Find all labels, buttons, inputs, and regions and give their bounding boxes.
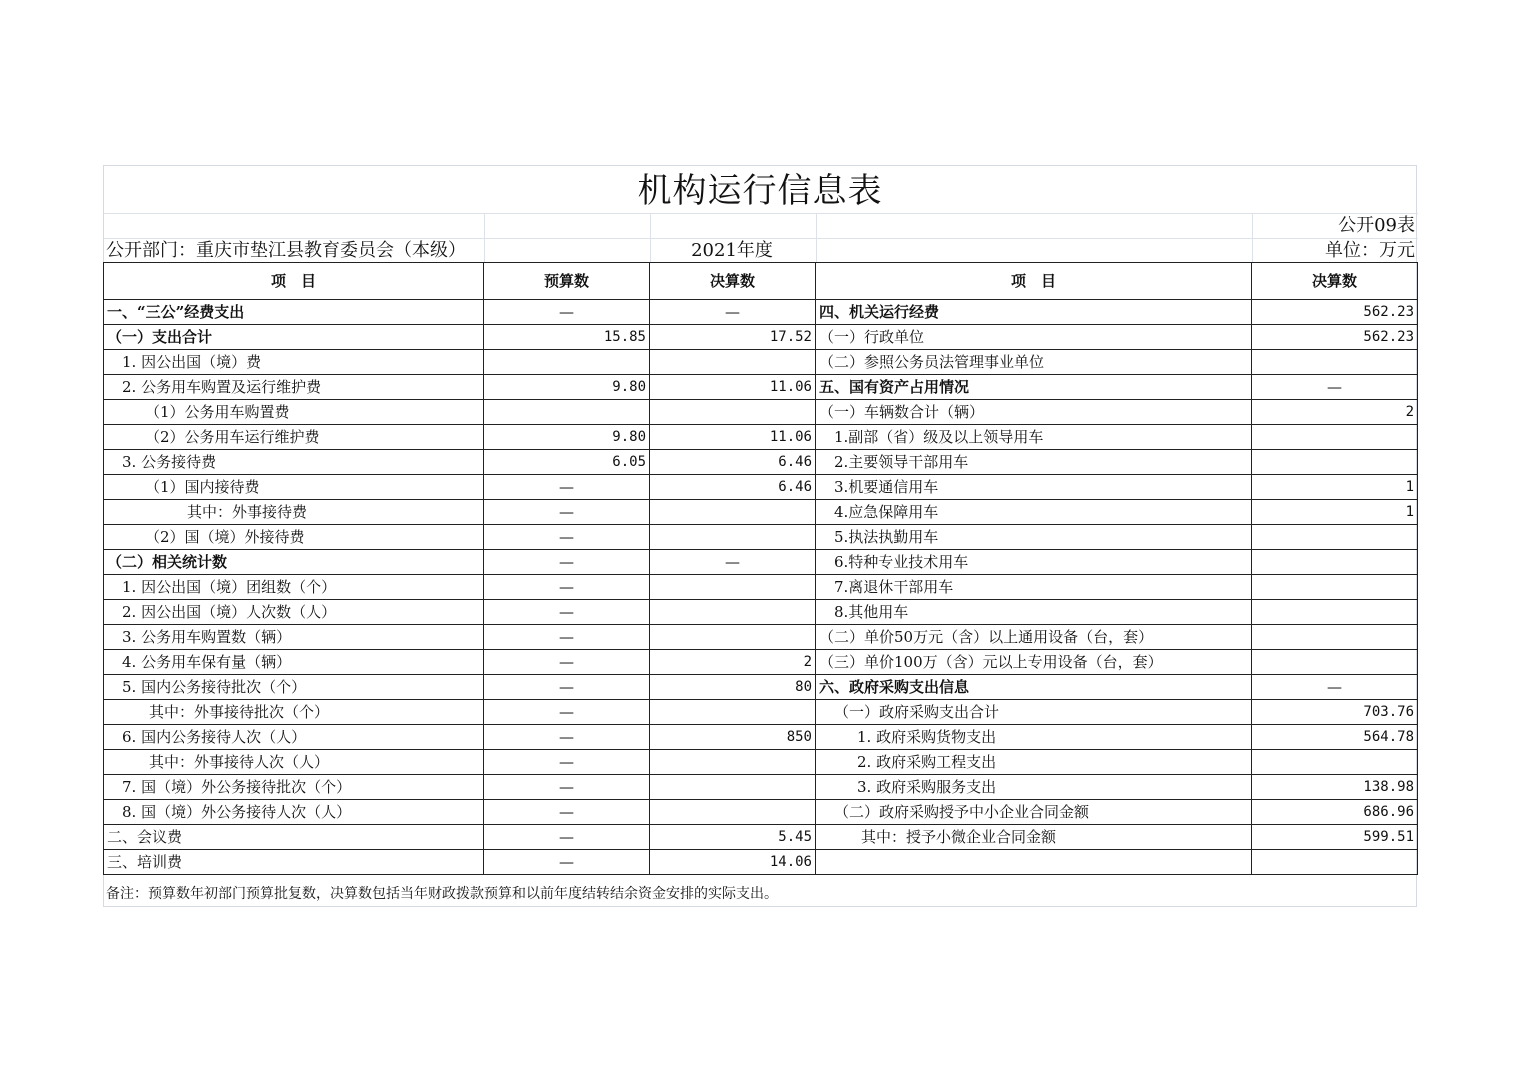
row-item-right bbox=[816, 850, 1252, 875]
row-budget bbox=[484, 350, 650, 375]
row-final bbox=[650, 575, 816, 600]
header-budget: 预算数 bbox=[484, 263, 650, 300]
row-final: — bbox=[650, 300, 816, 325]
row-budget: — bbox=[484, 525, 650, 550]
row-item-left: 其中：外事接待人次（人） bbox=[104, 750, 484, 775]
row-item-right: 3. 政府采购服务支出 bbox=[816, 775, 1252, 800]
row-final-right bbox=[1252, 550, 1418, 575]
row-final bbox=[650, 750, 816, 775]
row-budget: — bbox=[484, 300, 650, 325]
page-title: 机构运行信息表 bbox=[637, 171, 883, 211]
row-item-right: 六、政府采购支出信息 bbox=[816, 675, 1252, 700]
row-final bbox=[650, 625, 816, 650]
row-item-left: （二）相关统计数 bbox=[104, 550, 484, 575]
table-row bbox=[104, 350, 1418, 375]
header-item-left: 项 目 bbox=[104, 263, 484, 300]
row-item-right: 其中：授予小微企业合同金额 bbox=[816, 825, 1252, 850]
department-label: 公开部门：重庆市垫江县教育委员会（本级） bbox=[106, 240, 466, 261]
row-final-right bbox=[1252, 625, 1418, 650]
row-item-left: 6. 国内公务接待人次（人） bbox=[104, 725, 484, 750]
row-item-left: （2）国（境）外接待费 bbox=[104, 525, 484, 550]
header-final: 决算数 bbox=[650, 263, 816, 300]
header-item-right: 项 目 bbox=[816, 263, 1252, 300]
row-final bbox=[650, 525, 816, 550]
row-item-right: （一）车辆数合计（辆） bbox=[816, 400, 1252, 425]
row-item-left: （1）公务用车购置费 bbox=[104, 400, 484, 425]
row-budget: — bbox=[484, 725, 650, 750]
row-budget: 6.05 bbox=[484, 450, 650, 475]
row-final-right: 564.78 bbox=[1252, 725, 1418, 750]
table-header-row bbox=[104, 263, 1418, 300]
row-budget: — bbox=[484, 475, 650, 500]
row-final bbox=[650, 500, 816, 525]
row-budget bbox=[484, 400, 650, 425]
table-row bbox=[104, 700, 1418, 725]
row-item-right: 7.离退休干部用车 bbox=[816, 575, 1252, 600]
row-final: 11.06 bbox=[650, 425, 816, 450]
table-row bbox=[104, 675, 1418, 700]
table-row bbox=[104, 775, 1418, 800]
row-item-right: （三）单价100万（含）元以上专用设备（台，套） bbox=[816, 650, 1252, 675]
row-final-right bbox=[1252, 850, 1418, 875]
row-final: 80 bbox=[650, 675, 816, 700]
row-item-right: （二）单价50万元（含）以上通用设备（台，套） bbox=[816, 625, 1252, 650]
row-budget: — bbox=[484, 600, 650, 625]
row-final: 2 bbox=[650, 650, 816, 675]
row-budget: — bbox=[484, 500, 650, 525]
row-final-right: 562.23 bbox=[1252, 300, 1418, 325]
row-budget: 9.80 bbox=[484, 375, 650, 400]
row-budget: — bbox=[484, 775, 650, 800]
row-item-right: （二）政府采购授予中小企业合同金额 bbox=[816, 800, 1252, 825]
table-row bbox=[104, 450, 1418, 475]
row-final: 6.46 bbox=[650, 450, 816, 475]
row-final-right: — bbox=[1252, 675, 1418, 700]
row-final: 11.06 bbox=[650, 375, 816, 400]
row-final-right bbox=[1252, 750, 1418, 775]
row-item-right: 2.主要领导干部用车 bbox=[816, 450, 1252, 475]
row-final-right bbox=[1252, 600, 1418, 625]
row-final bbox=[650, 700, 816, 725]
row-item-left: （2）公务用车运行维护费 bbox=[104, 425, 484, 450]
row-item-left: （一）支出合计 bbox=[104, 325, 484, 350]
row-budget: — bbox=[484, 625, 650, 650]
row-final bbox=[650, 800, 816, 825]
row-item-right: 四、机关运行经费 bbox=[816, 300, 1252, 325]
row-item-right: 五、国有资产占用情况 bbox=[816, 375, 1252, 400]
unit-label: 单位：万元 bbox=[1325, 240, 1415, 261]
row-item-right: （二）参照公务员法管理事业单位 bbox=[816, 350, 1252, 375]
row-item-right: （一）政府采购支出合计 bbox=[816, 700, 1252, 725]
table-row bbox=[104, 400, 1418, 425]
row-item-right: 8.其他用车 bbox=[816, 600, 1252, 625]
table-row bbox=[104, 650, 1418, 675]
row-final-right bbox=[1252, 525, 1418, 550]
row-final-right: 2 bbox=[1252, 400, 1418, 425]
row-budget: — bbox=[484, 750, 650, 775]
row-item-left: 1. 因公出国（境）费 bbox=[104, 350, 484, 375]
table-row bbox=[104, 375, 1418, 400]
row-budget: — bbox=[484, 800, 650, 825]
table-row bbox=[104, 725, 1418, 750]
info-table bbox=[103, 262, 1418, 875]
row-item-left: 3. 公务用车购置数（辆） bbox=[104, 625, 484, 650]
row-item-left: 8. 国（境）外公务接待人次（人） bbox=[104, 800, 484, 825]
row-final-right: 1 bbox=[1252, 500, 1418, 525]
row-final bbox=[650, 350, 816, 375]
row-item-left: 4. 公务用车保有量（辆） bbox=[104, 650, 484, 675]
row-item-right: 1.副部（省）级及以上领导用车 bbox=[816, 425, 1252, 450]
table-row bbox=[104, 625, 1418, 650]
row-item-left: 5. 国内公务接待批次（个） bbox=[104, 675, 484, 700]
table-row bbox=[104, 500, 1418, 525]
row-final-right bbox=[1252, 575, 1418, 600]
row-item-left: 2. 公务用车购置及运行维护费 bbox=[104, 375, 484, 400]
row-item-right: 2. 政府采购工程支出 bbox=[816, 750, 1252, 775]
row-final: 5.45 bbox=[650, 825, 816, 850]
row-budget: — bbox=[484, 825, 650, 850]
row-final-right: 1 bbox=[1252, 475, 1418, 500]
row-budget: — bbox=[484, 675, 650, 700]
row-final bbox=[650, 600, 816, 625]
row-final bbox=[650, 400, 816, 425]
row-budget: — bbox=[484, 700, 650, 725]
table-row bbox=[104, 575, 1418, 600]
row-final-right bbox=[1252, 450, 1418, 475]
table-row bbox=[104, 600, 1418, 625]
row-item-left: 一、“三公”经费支出 bbox=[104, 300, 484, 325]
row-budget: 9.80 bbox=[484, 425, 650, 450]
row-final: 850 bbox=[650, 725, 816, 750]
row-item-right: 6.特种专业技术用车 bbox=[816, 550, 1252, 575]
row-final-right: — bbox=[1252, 375, 1418, 400]
table-row bbox=[104, 425, 1418, 450]
row-final: — bbox=[650, 550, 816, 575]
table-row bbox=[104, 750, 1418, 775]
form-code: 公开09表 bbox=[1338, 215, 1415, 236]
row-budget: 15.85 bbox=[484, 325, 650, 350]
table-row bbox=[104, 800, 1418, 825]
table-row bbox=[104, 325, 1418, 350]
row-budget: — bbox=[484, 575, 650, 600]
row-final: 14.06 bbox=[650, 850, 816, 875]
row-item-left: 1. 因公出国（境）团组数（个） bbox=[104, 575, 484, 600]
table-row bbox=[104, 850, 1418, 875]
row-item-right: 3.机要通信用车 bbox=[816, 475, 1252, 500]
row-item-left: 其中：外事接待批次（个） bbox=[104, 700, 484, 725]
row-final-right: 703.76 bbox=[1252, 700, 1418, 725]
row-item-left: 3. 公务接待费 bbox=[104, 450, 484, 475]
row-item-right: 1. 政府采购货物支出 bbox=[816, 725, 1252, 750]
row-item-right: 5.执法执勤用车 bbox=[816, 525, 1252, 550]
row-item-left: 2. 因公出国（境）人次数（人） bbox=[104, 600, 484, 625]
header-final-right: 决算数 bbox=[1252, 263, 1418, 300]
table-row bbox=[104, 300, 1418, 325]
row-item-right: （一）行政单位 bbox=[816, 325, 1252, 350]
fiscal-year: 2021年度 bbox=[691, 240, 773, 261]
row-final-right: 562.23 bbox=[1252, 325, 1418, 350]
row-final bbox=[650, 775, 816, 800]
table-row bbox=[104, 825, 1418, 850]
row-item-left: 7. 国（境）外公务接待批次（个） bbox=[104, 775, 484, 800]
row-item-left: （1）国内接待费 bbox=[104, 475, 484, 500]
row-final-right bbox=[1252, 650, 1418, 675]
row-final-right bbox=[1252, 350, 1418, 375]
row-budget: — bbox=[484, 650, 650, 675]
row-item-left: 二、会议费 bbox=[104, 825, 484, 850]
row-final: 6.46 bbox=[650, 475, 816, 500]
row-budget: — bbox=[484, 550, 650, 575]
row-final-right: 138.98 bbox=[1252, 775, 1418, 800]
row-final-right bbox=[1252, 425, 1418, 450]
footnote: 备注：预算数年初部门预算批复数，决算数包括当年财政拨款预算和以前年度结转结余资金安排的实际支出。 bbox=[106, 886, 778, 902]
row-item-left: 其中：外事接待费 bbox=[104, 500, 484, 525]
row-final-right: 599.51 bbox=[1252, 825, 1418, 850]
table-row bbox=[104, 525, 1418, 550]
row-item-left: 三、培训费 bbox=[104, 850, 484, 875]
row-item-right: 4.应急保障用车 bbox=[816, 500, 1252, 525]
table-row bbox=[104, 475, 1418, 500]
row-budget: — bbox=[484, 850, 650, 875]
row-final-right: 686.96 bbox=[1252, 800, 1418, 825]
row-final: 17.52 bbox=[650, 325, 816, 350]
table-row bbox=[104, 550, 1418, 575]
